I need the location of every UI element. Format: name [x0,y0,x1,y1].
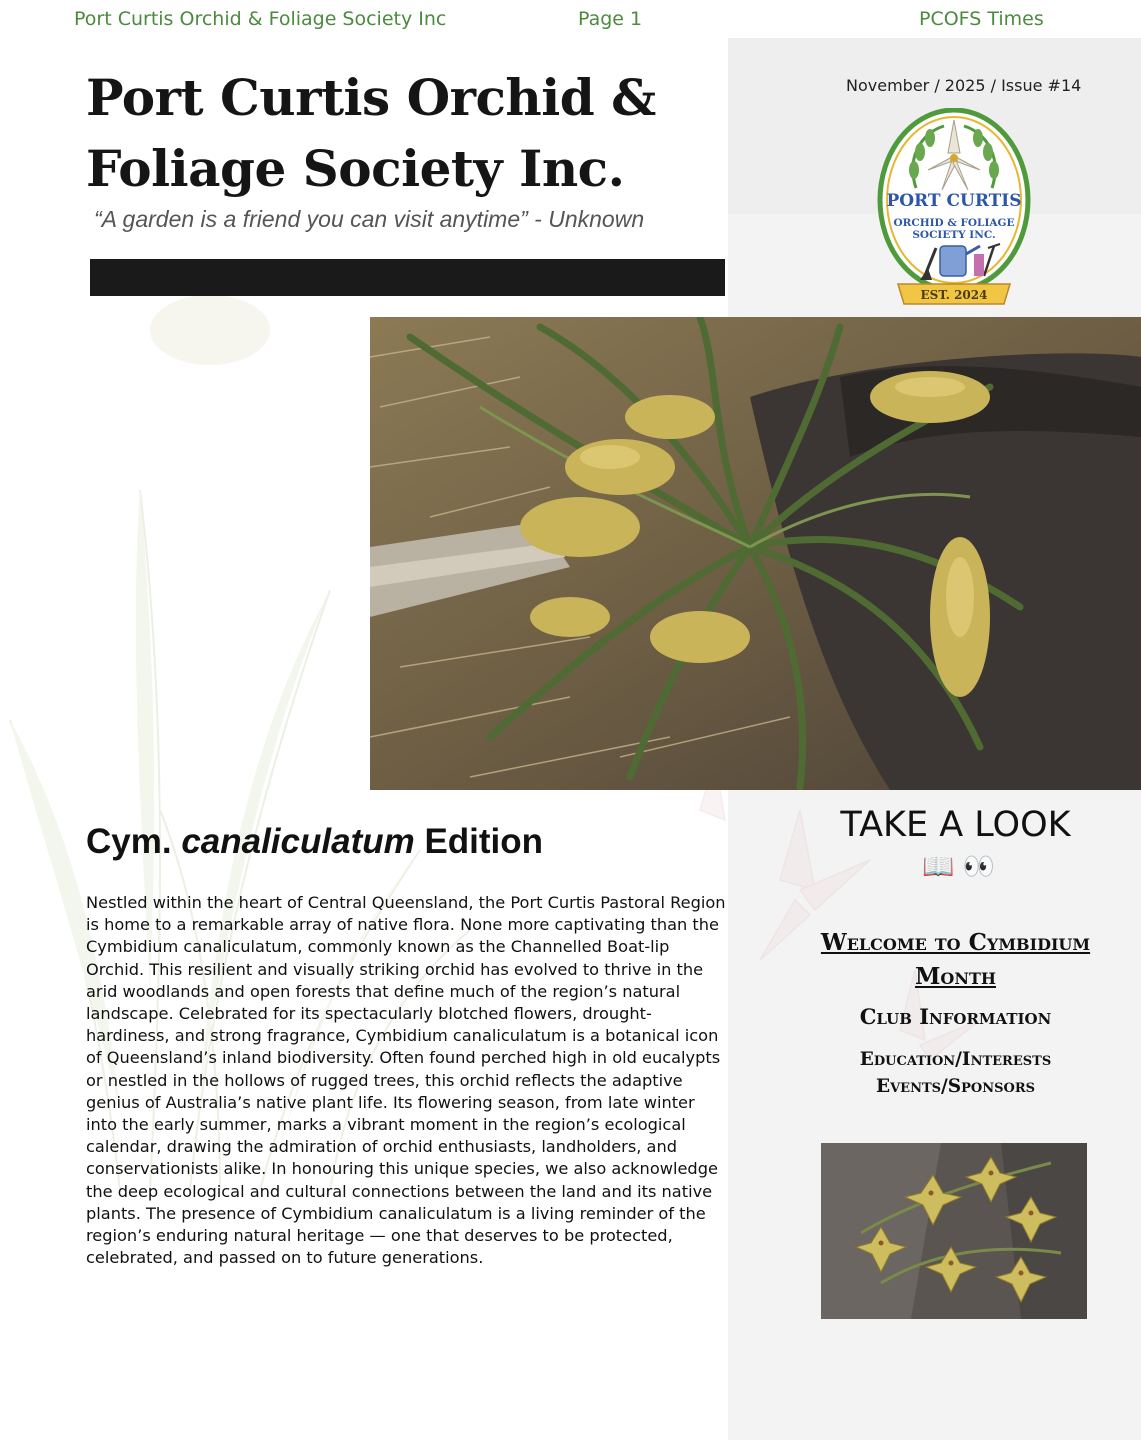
contents-sections [728,1046,1141,1100]
masthead-divider-bar [90,259,725,296]
masthead-quote: “A garden is a friend you can visit anytime” - Unknown [94,206,645,232]
logo-name: PORT CURTIS [886,191,1022,211]
header-publication-name: PCOFS Times [919,8,1044,30]
article-heading [86,822,543,862]
header-society-name: Port Curtis Orchid & Foliage Society Inc [74,8,447,30]
article-heading-prefix: Cym. [86,822,182,861]
link-club-information[interactable]: Club Information [859,1004,1052,1029]
logo-established: EST. 2024 [920,288,988,302]
society-logo [876,108,1032,314]
take-a-look-heading: TAKE A LOOK [840,805,1071,845]
link-welcome-cymbidium-month[interactable] [728,926,1141,994]
masthead-title-line2: Foliage Society Inc. [86,139,625,198]
header-page-number: Page 1 [578,8,643,30]
logo-sub2: SOCIETY INC. [912,229,996,241]
book-eyes-icon: 📖 👀 [922,852,996,882]
article-body: Nestled within the heart of Central Queensland, the Port Curtis Pastoral Region is home to a remarkable array of native flora. None more captivating than the Cymbidium canaliculatum, commonly known as the Channelled Boat-lip Orchid. This resilient and visually striking orchid has evolved to thrive in the arid woodlands and open forests that define much of the region’s natural landscape. Celebrated for its spectacularly blotched flowers, drought-hardiness, and strong fragrance, Cymbidium canaliculatum is a botanical icon of Queensland’s inland biodiversity. Often found perched high in old eucalypts or nestled in the hollows of rugged trees, this orchid reflects the adaptive genius of Australia’s native plant life. Its flowering season, from late winter into the early summer, marks a vibrant moment in the region’s ecological calendar, drawing the admiration of orchid enthusiasts, landholders, and conservationists alike. In honouring this unique species, we also acknowledge the deep ecological and cultural connections between the land and its native plants. The presence of Cymbidium canaliculatum is a living reminder of the region’s enduring natural heritage — one that deserves to be protected, celebrated, and passed on to future generations. [86,893,726,1268]
cymbidium-photo [370,317,1141,790]
link-events-sponsors[interactable]: Events/Sponsors [875,1076,1036,1097]
link-welcome-line1: Welcome to Cymbidium [820,929,1091,956]
article-heading-species: canaliculatum [181,822,415,861]
link-welcome-line2: Month [914,963,997,990]
logo-sub1: ORCHID & FOLIAGE [893,217,1015,229]
orchid-flowers-thumbnail [821,1143,1087,1319]
masthead-title-line1: Port Curtis Orchid & [86,68,656,127]
issue-info: November / 2025 / Issue #14 [846,76,1082,95]
link-education-interests[interactable]: Education/Interests [859,1049,1052,1070]
masthead-title [86,62,726,204]
article-heading-suffix: Edition [414,822,544,861]
